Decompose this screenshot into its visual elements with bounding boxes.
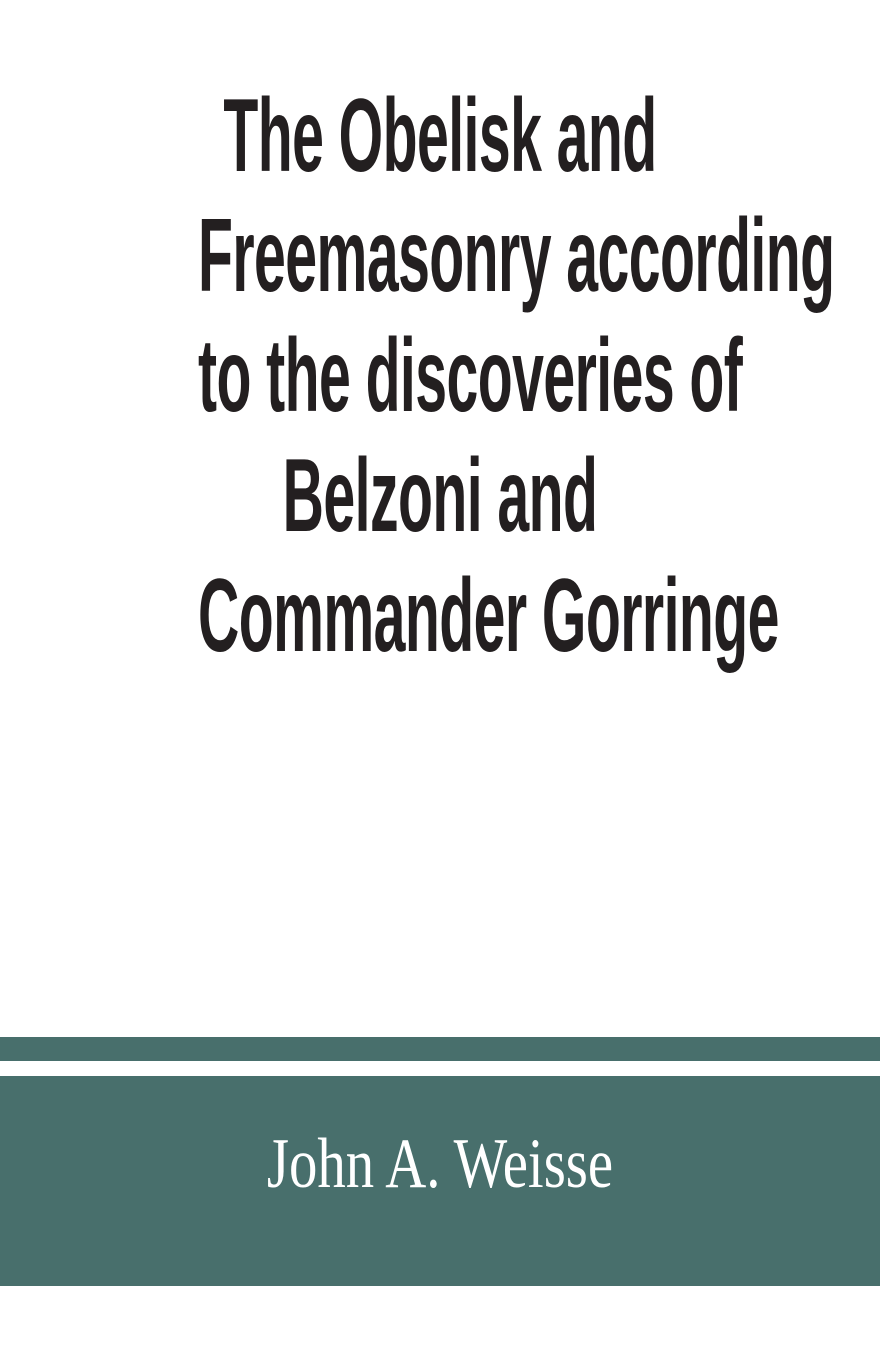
book-title [198,76,835,676]
accent-stripe [0,1037,880,1061]
title-line-5: Commander Gorringe [198,558,779,674]
author-name: John A. Weisse [266,1125,614,1203]
author-band [0,1076,880,1286]
title-line-3: to the discoveries of [198,318,743,434]
title-line-4: Belzoni and [282,438,598,554]
title-line-1: The Obelisk and [223,78,657,194]
title-line-2: Freemasonry according [198,198,835,314]
